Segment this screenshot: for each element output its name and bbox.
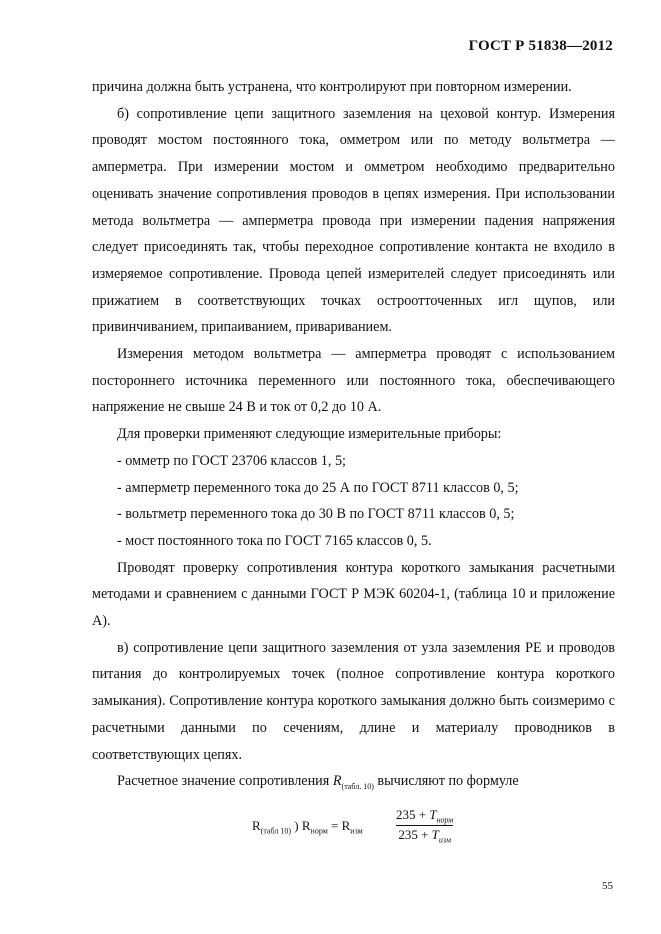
formula-denominator-t: T (431, 826, 439, 842)
formula-fraction (396, 807, 453, 844)
formula-r-meas-subscript: изм (350, 826, 363, 836)
formula-r-meas-symbol: R (341, 818, 351, 833)
formula-equals: = (331, 818, 339, 833)
formula-r-symbol: R (252, 818, 261, 833)
formula-numerator-subscript: норм (436, 815, 454, 825)
resistance-formula (252, 807, 482, 853)
formula-intro-subscript: (табл. 10) (341, 782, 374, 792)
formula-numerator-const: 235 + (396, 807, 430, 822)
formula-denominator-subscript: изм (438, 835, 451, 845)
formula-numerator-t: T (429, 807, 437, 822)
paragraph-short-circuit-check: Проводят проверку сопротивления контура короткого замыкания расчетными методами и сравнением с данными ГОСТ Р МЭК 60204-1, (таблица 10 и приложение А). (92, 559, 615, 630)
list-item-ohmmeter: - омметр по ГОСТ 23706 классов 1, 5; (117, 452, 346, 469)
paragraph-b-ground-resistance: б) сопротивление цепи защитного заземления на цеховой контур. Измерения проводят мостом постоянного тока, омметром или по методу вольтметра — амперметра. При измерении мостом и омметром необходимо предварительно оценивать значение сопротивления проводов в цепях измерения. При использовании метода вольтметра — амперметра провода при измерении падения напряжения следует присоединять так, чтобы переходное сопротивление контакта не входило в измеряемое сопротивление. Провода цепей измерителей следует присоединять или прижатием в соответствующих точках остроотточенных игл щупов, или привинчиванием, припаиванием, привариванием. (92, 105, 615, 336)
list-item-dc-bridge: - мост постоянного тока по ГОСТ 7165 классов 0, 5. (117, 532, 432, 549)
formula-r-norm-subscript: норм (310, 826, 328, 836)
formula-intro-symbol: R (332, 773, 342, 790)
page-number: 55 (602, 880, 613, 892)
formula-intro-tail: вычисляют по формуле (373, 773, 519, 790)
formula-intro-text: Расчетное значение сопротивления (117, 773, 330, 790)
paragraph-continuation: причина должна быть устранена, что контролируют при повторном измерении. (92, 79, 572, 95)
paragraph-voltmeter-method: Измерения методом вольтметра — амперметра проводят с использованием постороннего источника переменного или постоянного тока, обеспечивающего напряжение не свыше 24 В и ток от 0,2 до 10 А. (92, 346, 615, 416)
formula-numerator (396, 807, 453, 825)
formula-denominator (396, 825, 453, 845)
formula-r-subscript: (табл 10) (260, 826, 292, 836)
formula-denominator-const: 235 + (398, 826, 432, 842)
formula-left-side (252, 818, 363, 836)
list-item-ammeter: - амперметр переменного тока до 25 А по ГОСТ 8711 классов 0, 5; (117, 479, 519, 496)
paragraph-instruments-intro: Для проверки применяют следующие измерительные приборы: (117, 426, 502, 443)
paragraph-c-pe-resistance: в) сопротивление цепи защитного заземления от узла заземления РЕ и проводов питания до контролируемых точек (полное сопротивление контура короткого замыкания). Сопротивление контура короткого замыкания должно быть соизмеримо с расчетными данными по сечениям, длине и материалу проводников в соответствующих цепях. (92, 639, 615, 763)
document-header-code: ГОСТ Р 51838—2012 (468, 38, 613, 54)
formula-paren: ) (294, 818, 299, 833)
formula-r-norm-symbol: R (301, 818, 311, 833)
page-body (92, 74, 615, 801)
paragraph-formula-intro (92, 768, 615, 801)
list-item-voltmeter: - вольтметр переменного тока до 30 В по ГОСТ 8711 классов 0, 5; (117, 506, 515, 523)
